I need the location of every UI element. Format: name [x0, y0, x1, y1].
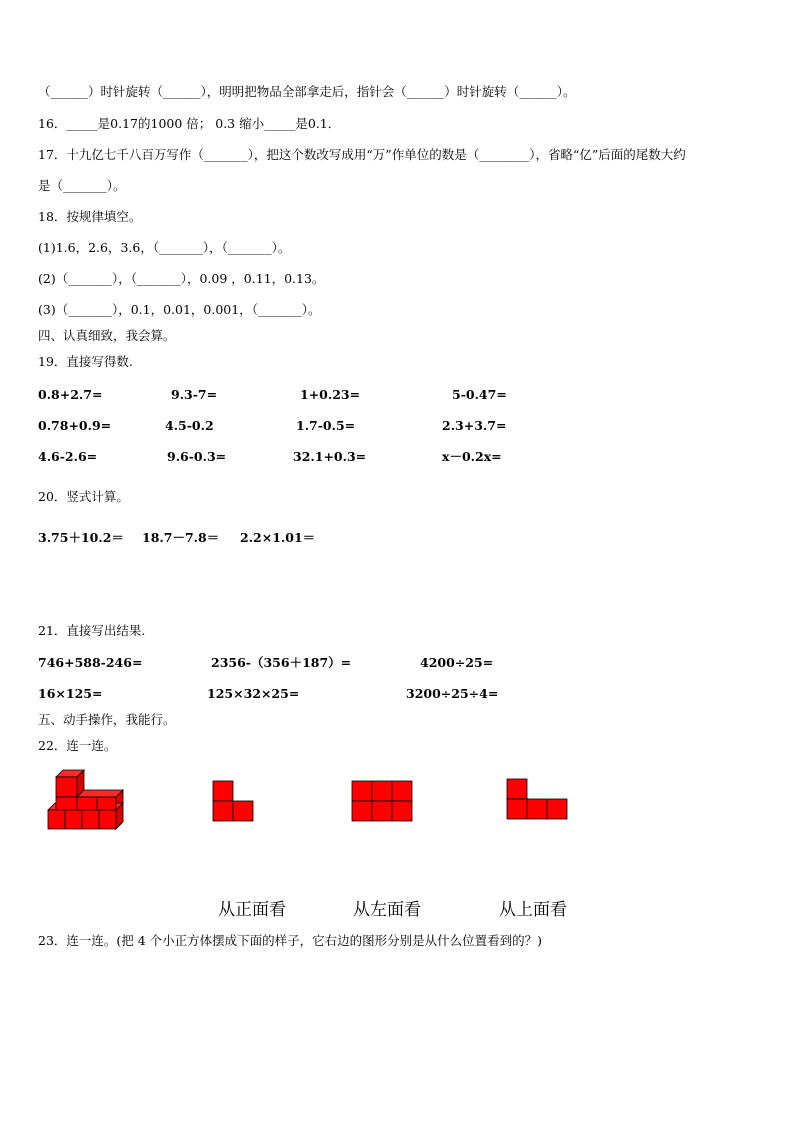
- q19-item: 32.1+0.3=: [293, 449, 367, 464]
- question-22-title: 22．连一连。: [38, 738, 117, 753]
- q19-item: 0.78+0.9=: [38, 418, 112, 433]
- q20-item: 3.75＋10.2＝: [38, 530, 124, 545]
- question-18-part-3: (3)（_______），0.1，0.01，0.001，（_______）。: [38, 302, 321, 317]
- question-23-title: 23．连一连。(把 4 个小正方体摆成下面的样子，它右边的图形分别是从什么位置看到的？): [38, 933, 543, 948]
- q21-item: 746+588-246=: [38, 655, 143, 670]
- q20-item: 2.2×1.01＝: [240, 530, 316, 545]
- q21-item: 4200÷25=: [420, 655, 494, 670]
- q19-item: 4.5-0.2: [165, 418, 214, 433]
- view-label-left: 从左面看: [353, 900, 421, 920]
- question-20-title: 20．竖式计算。: [38, 489, 129, 504]
- q19-item: 1+0.23=: [300, 387, 361, 402]
- q19-item: x－0.2x=: [442, 449, 502, 464]
- question-15-continuation: （______）时针旋转（______），明明把物品全部拿走后，指针会（______）时针旋转（______）。: [38, 84, 576, 99]
- question-17-line-2: 是（_______）。: [38, 178, 126, 193]
- view-label-front: 从正面看: [218, 900, 286, 920]
- q19-item: 9.3-7=: [171, 387, 218, 402]
- q19-item: 5-0.47=: [452, 387, 507, 402]
- q19-item: 4.6-2.6=: [38, 449, 98, 464]
- section-5-heading: 五、动手操作，我能行。: [38, 712, 176, 727]
- q21-item: 16×125=: [38, 686, 103, 701]
- q20-item: 18.7－7.8＝: [142, 530, 220, 545]
- question-18-title: 18．按规律填空。: [38, 209, 142, 224]
- question-18-part-2: (2)（_______），（_______），0.09 ，0.11，0.13。: [38, 271, 325, 286]
- l-shape-view-figure: [213, 781, 255, 823]
- section-4-heading: 四、认真细致，我会算。: [38, 328, 176, 343]
- question-19-title: 19．直接写得数.: [38, 354, 133, 369]
- q19-item: 1.7-0.5=: [296, 418, 356, 433]
- l-long-view-figure: [507, 779, 569, 821]
- q19-item: 9.6-0.3=: [167, 449, 227, 464]
- grid-view-figure: [352, 781, 414, 823]
- q19-item: 2.3+3.7=: [442, 418, 507, 433]
- question-18-part-1: (1)1.6，2.6，3.6，（_______），（_______）。: [38, 240, 291, 255]
- cube-stack-3d-figure: [44, 770, 128, 830]
- question-21-title: 21．直接写出结果.: [38, 623, 146, 638]
- view-label-top: 从上面看: [499, 900, 567, 920]
- q21-item: 2356-（356＋187）=: [211, 655, 352, 670]
- q21-item: 3200÷25÷4=: [406, 686, 499, 701]
- question-16: 16．_____是0.17的1000 倍； 0.3 缩小_____是0.1．: [38, 116, 341, 131]
- q19-item: 0.8+2.7=: [38, 387, 103, 402]
- question-17-line-1: 17．十九亿七千八百万写作（_______），把这个数改写成用“万”作单位的数是（________），省略“亿”后面的尾数大约: [38, 147, 686, 162]
- q21-item: 125×32×25=: [207, 686, 300, 701]
